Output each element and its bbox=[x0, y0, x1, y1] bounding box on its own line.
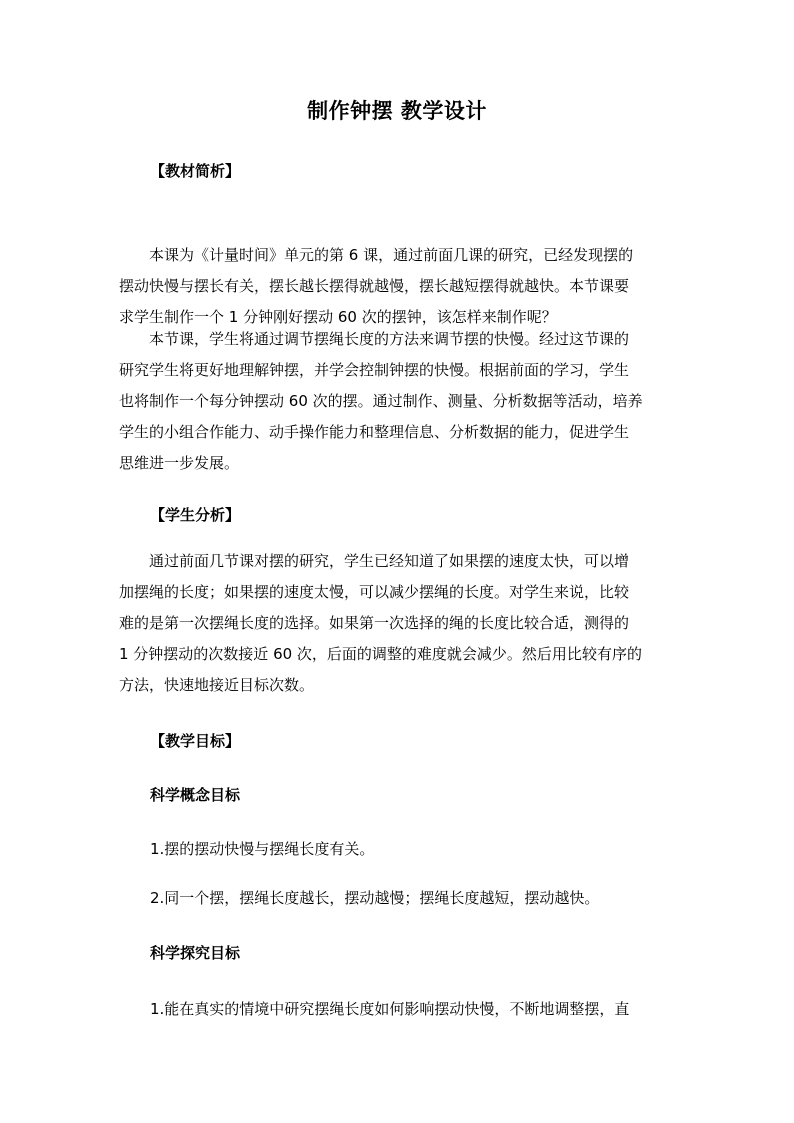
paragraph-line: 本节课，学生将通过调节摆绳长度的方法来调节摆的快慢。经过这节课的 bbox=[149, 330, 630, 348]
section-heading-teaching-goals: 【教学目标】 bbox=[150, 732, 241, 750]
section-heading-textbook-analysis: 【教材简析】 bbox=[150, 162, 241, 180]
paragraph-line: 学生的小组合作能力、动手操作能力和整理信息、分析数据的能力，促进学生 bbox=[119, 423, 630, 441]
paragraph-line: 摆动快慢与摆长有关，摆长越长摆得就越慢，摆长越短摆得就越快。本节课要 bbox=[119, 277, 630, 295]
paragraph-line: 研究学生将更好地理解钟摆，并学会控制钟摆的快慢。根据前面的学习，学生 bbox=[119, 361, 630, 379]
paragraph-line: 方法，快速地接近目标次数。 bbox=[119, 676, 315, 694]
goal-item-concept-1: 1.摆的摆动快慢与摆绳长度有关。 bbox=[150, 840, 375, 858]
paragraph-textbook-analysis-2 bbox=[119, 324, 679, 355]
paragraph-line: 也将制作一个每分钟摆动 60 次的摆。通过制作、测量、分析数据等活动，培养 bbox=[119, 392, 643, 410]
subheading-inquiry-goals: 科学探究目标 bbox=[150, 944, 241, 962]
paragraph-line: 思维进一步发展。 bbox=[119, 454, 240, 472]
paragraph-line: 加摆绳的长度；如果摆的速度太慢，可以减少摆绳的长度。对学生来说，比较 bbox=[119, 583, 630, 601]
paragraph-line: 通过前面几节课对摆的研究，学生已经知道了如果摆的速度太快，可以增 bbox=[149, 552, 630, 570]
goal-item-inquiry-1: 1.能在真实的情境中研究摆绳长度如何影响摆动快慢，不断地调整摆，直 bbox=[150, 1000, 630, 1018]
paragraph-line: 本课为《计量时间》单元的第 6 课，通过前面几课的研究，已经发现摆的 bbox=[149, 246, 634, 264]
paragraph-line: 1 分钟摆动的次数接近 60 次，后面的调整的难度就会减少。然后用比较有序的 bbox=[119, 645, 642, 663]
paragraph-line: 难的是第一次摆绳长度的选择。如果第一次选择的绳的长度比较合适，测得的 bbox=[119, 614, 630, 632]
document-title: 制作钟摆 教学设计 bbox=[307, 99, 487, 123]
section-heading-student-analysis: 【学生分析】 bbox=[150, 506, 241, 524]
goal-item-concept-2: 2.同一个摆，摆绳长度越长，摆动越慢；摆绳长度越短，摆动越快。 bbox=[150, 889, 600, 907]
paragraph-line: 求学生制作一个 1 分钟刚好摆动 60 次的摆钟，该怎样来制作呢？ bbox=[119, 308, 557, 326]
paragraph-textbook-analysis-1 bbox=[119, 240, 679, 271]
subheading-concept-goals: 科学概念目标 bbox=[150, 786, 241, 804]
paragraph-textbook-analysis-2-cont bbox=[119, 355, 679, 479]
paragraph-student-analysis-1 bbox=[119, 546, 679, 577]
paragraph-student-analysis-1-cont bbox=[119, 577, 679, 701]
